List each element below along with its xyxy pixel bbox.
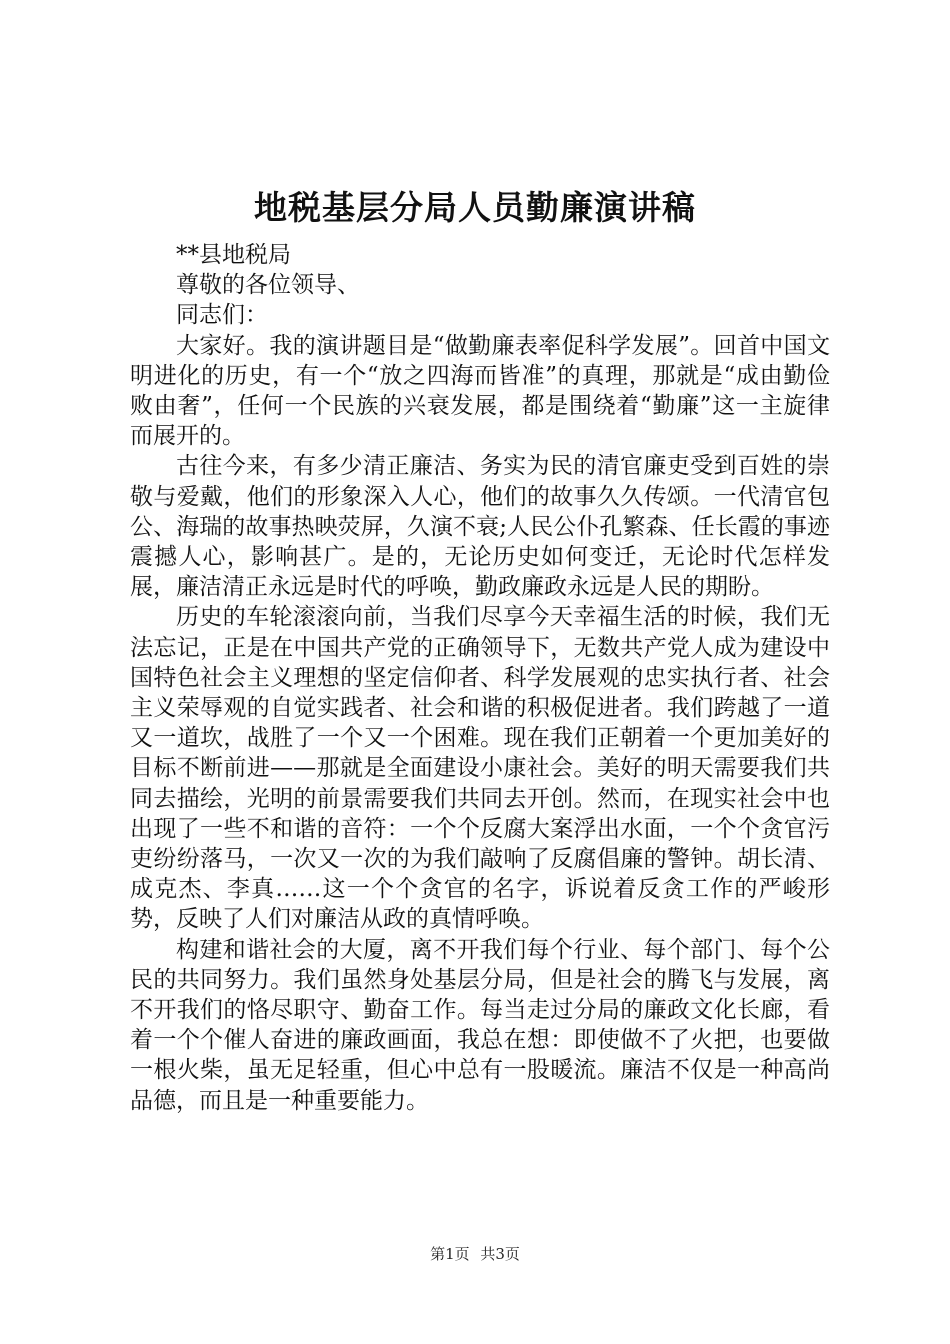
document-title: 地税基层分局人员勤廉演讲稿: [254, 188, 696, 227]
paragraph-4: 构建和谐社会的大厦，离不开我们每个行业、每个部门、每个公民的共同努力。我们虽然身处基层分局，但是社会的腾飞与发展，离不开我们的恪尽职守、勤奋工作。每当走过分局的廉政文化长廊，看着一个个催人奋进的廉政画面，我总在想：即使做不了火把，也要做一根火柴，虽无足轻重，但心中总有一股暖流。廉洁不仅是一种高尚品德，而且是一种重要能力。: [130, 936, 830, 1114]
page-footer: [0, 1244, 950, 1264]
organization-line: **县地税局: [176, 242, 291, 268]
page-total: 共3页: [480, 1245, 520, 1263]
paragraph-3: 历史的车轮滚滚向前，当我们尽享今天幸福生活的时候，我们无法忘记，正是在中国共产党的正确领导下，无数共产党人成为建设中国特色社会主义理想的坚定信仰者、科学发展观的忠实执行者、社会主义荣辱观的自觉实践者、社会和谐的积极促进者。我们跨越了一道又一道坎，战胜了一个又一个困难。现在我们正朝着一个更加美好的目标不断前进——那就是全面建设小康社会。美好的明天需要我们共同去描绘，光明的前景需要我们共同去开创。然而，在现实社会中也出现了一些不和谐的音符：一个个反腐大案浮出水面，一个个贪官污吏纷纷落马，一次又一次的为我们敲响了反腐倡廉的警钟。胡长清、成克杰、李真……这一个个贪官的名字，诉说着反贪工作的严峻形势，反映了人们对廉洁从政的真情呼唤。: [130, 604, 830, 933]
salutation-line-2: 同志们：: [176, 302, 268, 329]
paragraph-2: 古往今来，有多少清正廉洁、务实为民的清官廉吏受到百姓的崇敬与爱戴，他们的形象深入人心，他们的故事久久传颂。一代清官包公、海瑞的故事热映荧屏，久演不衰;人民公仆孔繁森、任长霞的事迹震撼人心，影响甚广。是的，无论历史如何变迁，无论时代怎样发展，廉洁清正永远是时代的呼唤，勤政廉政永远是人民的期盼。: [130, 453, 830, 601]
paragraph-1: 大家好。我的演讲题目是“做勤廉表率促科学发展”。回首中国文明进化的历史，有一个“放之四海而皆准”的真理，那就是“成由勤俭败由奢”，任何一个民族的兴衰发展，都是围绕着“勤廉”这一主旋律而展开的。: [130, 332, 830, 450]
salutation-line-1: 尊敬的各位领导、: [176, 272, 360, 299]
page-number: 第1页: [430, 1245, 470, 1263]
document-body: [130, 240, 830, 1116]
